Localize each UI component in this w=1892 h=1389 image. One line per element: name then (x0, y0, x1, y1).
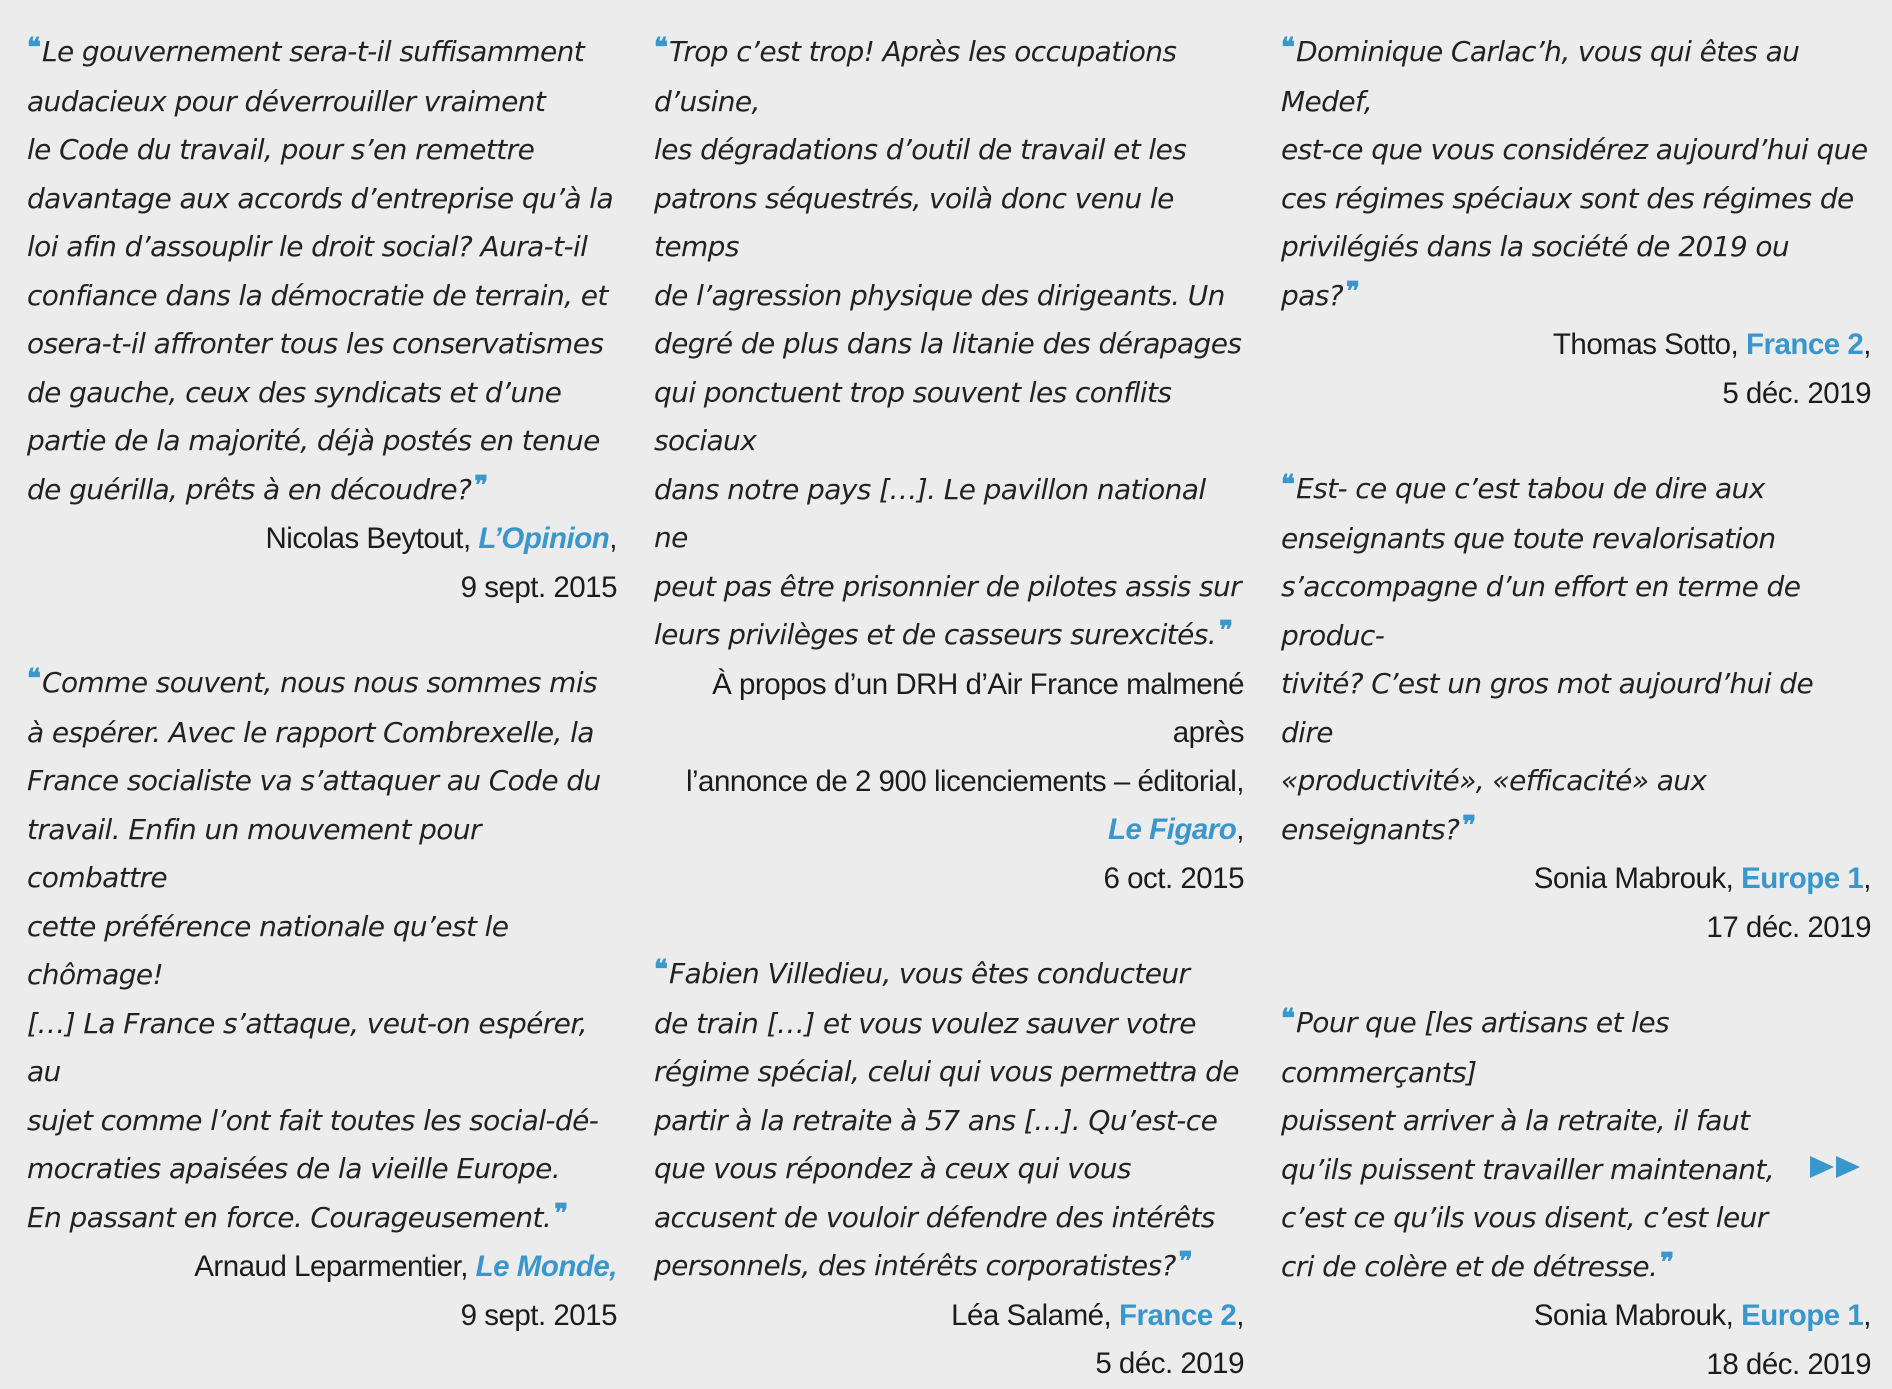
quote-attribution (27, 515, 617, 612)
quote-block (1281, 465, 1871, 952)
quote-source: L’Opinion (478, 522, 609, 555)
quote-column-2 (654, 28, 1244, 1389)
quote-date: 6 oct. 2015 (654, 855, 1244, 904)
quote-attribution (654, 661, 1244, 904)
quote-body: Est- ce que c’est tabou de dire aux enseignants que toute revalorisation s’accompagne d’un effort en terme de produc- tivité? C’est un gros mot aujourd’hui de dire «productivité», «efficacité» aux enseignants? (1281, 472, 1813, 846)
open-quote-icon: ❝ (27, 33, 38, 63)
quote-date: 5 déc. 2019 (1281, 370, 1871, 419)
close-quote-icon: ❞ (474, 471, 485, 501)
quote-text (27, 659, 617, 1243)
quote-attribution (1281, 855, 1871, 952)
quote-source: Le Monde, (476, 1250, 617, 1283)
source-punctuation: , (609, 522, 617, 555)
open-quote-icon: ❝ (1281, 1004, 1292, 1034)
close-quote-icon: ❞ (1346, 277, 1357, 307)
quote-source: France 2 (1746, 328, 1863, 361)
quote-attribution (1281, 1292, 1871, 1389)
close-quote-icon: ❞ (1660, 1248, 1671, 1278)
quote-body: Pour que [les artisans et les commerçants] puissent arriver à la retraite, il faut qu’ils puissent travailler maintenant, c’est ce qu’ils vous disent, c’est leur cri de colère et de détresse. (1281, 1006, 1774, 1283)
quote-body: Fabien Villedieu, vous êtes conducteur de train […] et vous voulez sauver votre régime spécial, celui qui vous permettra de partir à la retraite à 57 ans […]. Qu’est-ce que vous répondez à ceux qui vous accusent de vouloir défendre des intérêts personnels, des intérêts corporatistes? (654, 957, 1239, 1282)
open-quote-icon: ❝ (1281, 33, 1292, 63)
quote-author: Sonia Mabrouk, (1534, 862, 1741, 895)
quote-text (1281, 28, 1871, 321)
source-punctuation: , (1236, 1299, 1244, 1332)
quote-block (27, 28, 617, 612)
quote-block (27, 659, 617, 1340)
quote-attribution (654, 1292, 1244, 1389)
quote-date: 9 sept. 2015 (27, 564, 617, 613)
quote-block (654, 950, 1244, 1389)
next-page-button[interactable] (1808, 1152, 1864, 1182)
quote-date: 17 déc. 2019 (1281, 904, 1871, 953)
quote-attribution (27, 1243, 617, 1340)
quote-source: Le Figaro (1108, 813, 1236, 846)
quote-body: Comme souvent, nous nous sommes mis à espérer. Avec le rapport Combrexelle, la France socialiste va s’attaquer au Code du travail. Enfin un mouvement pour combattre cette préférence nationale qu’est le chômage! […] La France s’attaque, veut-on espérer, au sujet comme l’ont fait toutes les social-dé- mocraties apaisées de la vieille Europe. En passant en force. Courageusement. (27, 666, 601, 1234)
quote-text (27, 28, 617, 515)
source-punctuation: , (1863, 328, 1871, 361)
open-quote-icon: ❝ (27, 664, 38, 694)
open-quote-icon: ❝ (1281, 470, 1292, 500)
quote-text (654, 28, 1244, 661)
quote-author: Sonia Mabrouk, (1534, 1299, 1741, 1332)
close-quote-icon: ❞ (1462, 811, 1473, 841)
close-quote-icon: ❞ (1179, 1247, 1190, 1277)
quote-source: Europe 1 (1741, 862, 1863, 895)
quote-author: Léa Salamé, (951, 1299, 1119, 1332)
quote-column-1 (27, 28, 617, 1340)
close-quote-icon: ❞ (554, 1199, 565, 1229)
quote-text (1281, 465, 1871, 855)
quote-block (654, 28, 1244, 903)
quote-date: 5 déc. 2019 (654, 1340, 1244, 1389)
quote-block (1281, 28, 1871, 418)
quote-author: Nicolas Beytout, (265, 522, 478, 555)
quote-attribution (1281, 321, 1871, 418)
quote-context: À propos d’un DRH d’Air France malmené après (654, 661, 1244, 758)
quote-source: France 2 (1119, 1299, 1236, 1332)
source-punctuation: , (1863, 862, 1871, 895)
open-quote-icon: ❝ (654, 955, 665, 985)
source-punctuation: , (1236, 813, 1244, 846)
quote-body: Dominique Carlac’h, vous qui êtes au Medef, est-ce que vous considérez aujourd’hui que ces régimes spéciaux sont des régimes de privilégiés dans la société de 2019 ou pas? (1281, 35, 1867, 312)
quote-text (1281, 999, 1871, 1292)
quote-author: Arnaud Leparmentier, (194, 1250, 475, 1283)
quote-author: l’annonce de 2 900 licenciements – éditorial, (654, 758, 1244, 807)
quote-body: Le gouvernement sera-t-il suffisamment audacieux pour déverrouiller vraiment le Code du travail, pour s’en remettre davantage aux accords d’entreprise qu’à la loi afin d’assouplir le droit social? Aura-t-il confiance dans la démocratie de terrain, et osera-t-il affronter tous les conservatismes de gauche, ceux des syndicats et d’une partie de la majorité, déjà postés en tenue de guérilla, prêts à en découdre? (27, 35, 613, 506)
quote-body: Trop c’est trop! Après les occupations d’usine, les dégradations d’outil de travail et les patrons séquestrés, voilà donc venu le temps de l’agression physique des dirigeants. Un degré de plus dans la litanie des dérapages qui ponctuent trop souvent les conflits sociaux dans notre pays […]. Le pavillon national ne peut pas être prisonnier de pilotes assis sur leurs privilèges et de casseurs surexcités. (654, 35, 1241, 651)
quote-column-3 (1281, 28, 1871, 1389)
close-quote-icon: ❞ (1219, 616, 1230, 646)
double-arrow-right-icon (1808, 1152, 1864, 1182)
open-quote-icon: ❝ (654, 33, 665, 63)
quote-text (654, 950, 1244, 1292)
quote-date: 18 déc. 2019 (1281, 1341, 1871, 1389)
quote-source: Europe 1 (1741, 1299, 1863, 1332)
source-punctuation: , (1863, 1299, 1871, 1332)
quote-block (1281, 999, 1871, 1389)
quote-author: Thomas Sotto, (1553, 328, 1746, 361)
quote-date: 9 sept. 2015 (27, 1292, 617, 1341)
